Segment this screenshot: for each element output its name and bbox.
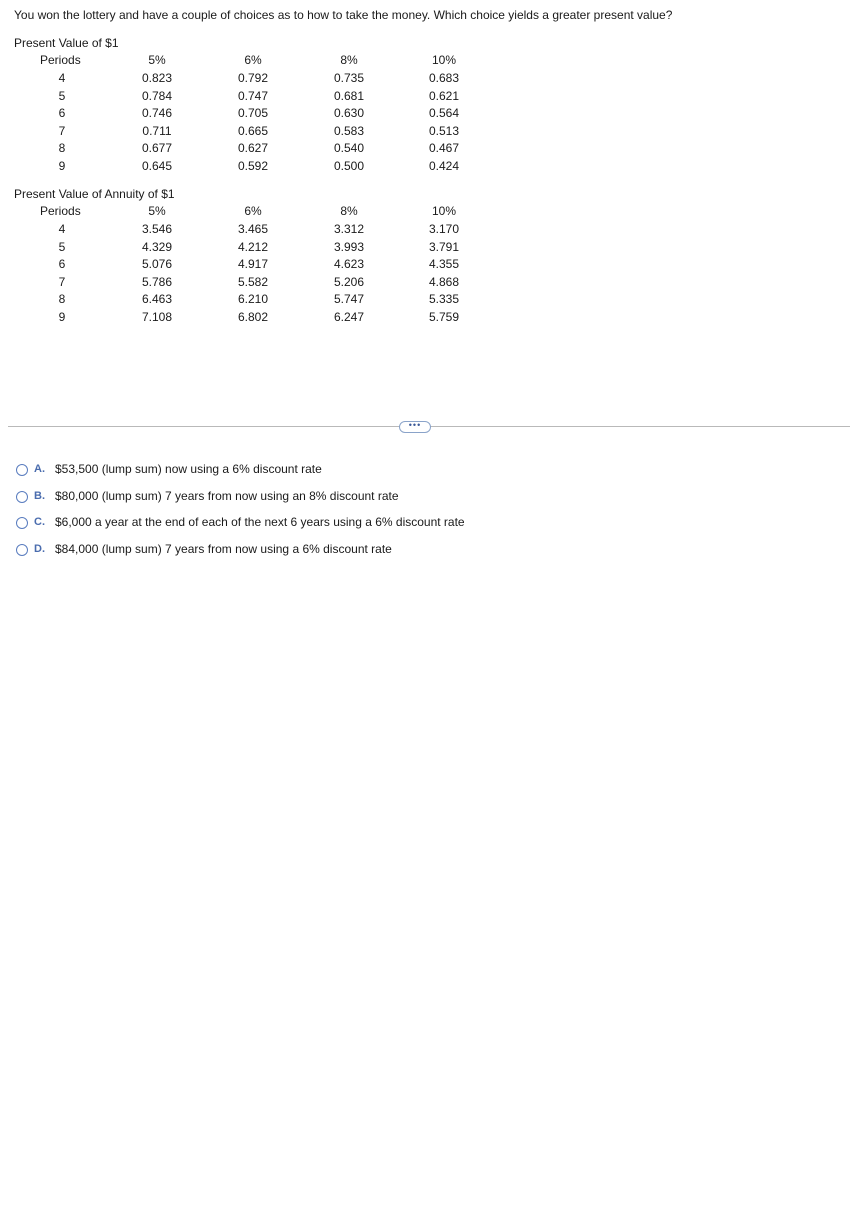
pv-periods-header: Periods xyxy=(40,53,81,67)
pv-value-cell: 0.735 xyxy=(333,71,365,85)
pv-value-cell: 0.467 xyxy=(428,141,460,155)
pva-rate-header: 6% xyxy=(244,204,262,218)
pva-value-cell: 4.355 xyxy=(428,257,460,271)
pv-period-cell: 6 xyxy=(58,106,66,120)
pva-value-cell: 5.076 xyxy=(141,257,173,271)
pv-rate-header: 6% xyxy=(244,53,262,67)
option-text: $53,500 (lump sum) now using a 6% discount rate xyxy=(55,462,322,476)
pva-rate-header: 5% xyxy=(148,204,166,218)
option-text: $80,000 (lump sum) 7 years from now using an 8% discount rate xyxy=(55,488,399,503)
pva-value-cell: 3.170 xyxy=(428,222,460,236)
pv-period-cell: 9 xyxy=(58,158,66,173)
pv-value-cell: 0.747 xyxy=(237,88,269,103)
pva-value-cell: 3.312 xyxy=(333,222,365,236)
pva-table xyxy=(14,187,494,327)
radio-icon[interactable] xyxy=(16,491,28,503)
pv-value-cell: 0.677 xyxy=(141,141,173,155)
pva-value-cell: 5.747 xyxy=(333,292,365,306)
pva-value-cell: 5.786 xyxy=(141,274,173,289)
pv-rate-header: 10% xyxy=(431,53,457,67)
pva-value-cell: 4.868 xyxy=(428,274,460,289)
pv-table-title: Present Value of $1 xyxy=(14,36,119,50)
pv-period-cell: 8 xyxy=(58,141,66,155)
option-d[interactable] xyxy=(16,542,465,569)
pva-value-cell: 5.759 xyxy=(428,309,460,324)
pva-value-cell: 6.210 xyxy=(237,292,269,306)
pva-periods-header: Periods xyxy=(40,204,81,218)
radio-icon[interactable] xyxy=(16,464,28,476)
pva-rate-header: 10% xyxy=(431,204,457,218)
pva-value-cell: 5.206 xyxy=(333,274,365,289)
pv-value-cell: 0.823 xyxy=(141,71,173,85)
pva-value-cell: 3.546 xyxy=(141,222,173,236)
pv-table xyxy=(14,36,494,176)
pva-period-cell: 4 xyxy=(58,222,66,236)
pv-value-cell: 0.627 xyxy=(237,141,269,155)
option-letter: B. xyxy=(34,489,45,502)
pva-value-cell: 6.802 xyxy=(237,309,269,324)
pv-value-cell: 0.681 xyxy=(333,88,365,103)
pv-rate-header: 8% xyxy=(340,53,358,67)
pv-value-cell: 0.665 xyxy=(237,123,269,138)
pv-value-cell: 0.621 xyxy=(428,88,460,103)
pva-table-title: Present Value of Annuity of $1 xyxy=(14,187,175,201)
option-text: $6,000 a year at the end of each of the next 6 years using a 6% discount rate xyxy=(55,515,465,529)
pva-value-cell: 4.623 xyxy=(333,257,365,271)
pv-period-cell: 7 xyxy=(58,123,66,138)
option-a[interactable] xyxy=(16,462,465,489)
pv-value-cell: 0.705 xyxy=(237,106,269,120)
pva-value-cell: 5.582 xyxy=(237,274,269,289)
pva-period-cell: 7 xyxy=(58,274,66,289)
pva-value-cell: 7.108 xyxy=(141,309,173,324)
pv-value-cell: 0.500 xyxy=(333,158,365,173)
pva-period-cell: 6 xyxy=(58,257,66,271)
pv-value-cell: 0.592 xyxy=(237,158,269,173)
radio-icon[interactable] xyxy=(16,517,28,529)
pva-period-cell: 5 xyxy=(58,239,66,254)
pv-period-cell: 5 xyxy=(58,88,66,103)
pv-value-cell: 0.630 xyxy=(333,106,365,120)
option-text: $84,000 (lump sum) 7 years from now using a 6% discount rate xyxy=(55,541,392,556)
pva-value-cell: 3.791 xyxy=(428,239,460,254)
option-letter: A. xyxy=(34,463,45,475)
pva-value-cell: 3.993 xyxy=(333,239,365,254)
pva-value-cell: 5.335 xyxy=(428,292,460,306)
pv-value-cell: 0.564 xyxy=(428,106,460,120)
pva-value-cell: 4.329 xyxy=(141,239,173,254)
pv-value-cell: 0.711 xyxy=(142,123,172,138)
pv-value-cell: 0.792 xyxy=(237,71,269,85)
pva-value-cell: 3.465 xyxy=(237,222,269,236)
option-c[interactable] xyxy=(16,515,465,542)
pva-value-cell: 6.247 xyxy=(333,309,365,324)
answer-options xyxy=(16,462,465,568)
pva-period-cell: 8 xyxy=(58,292,66,306)
option-letter: D. xyxy=(34,542,45,555)
question-text: You won the lottery and have a couple of choices as to how to take the money. Which choice yields a greater present value? xyxy=(14,8,673,22)
pv-value-cell: 0.784 xyxy=(141,88,173,103)
radio-icon[interactable] xyxy=(16,544,28,556)
pv-value-cell: 0.746 xyxy=(141,106,173,120)
pva-value-cell: 6.463 xyxy=(141,292,173,306)
pva-rate-header: 8% xyxy=(340,204,358,218)
pv-value-cell: 0.583 xyxy=(333,123,365,138)
pva-value-cell: 4.917 xyxy=(237,257,269,271)
option-letter: C. xyxy=(34,516,45,528)
pv-value-cell: 0.424 xyxy=(428,158,460,173)
pv-value-cell: 0.540 xyxy=(333,141,365,155)
section-divider xyxy=(8,420,850,434)
pva-period-cell: 9 xyxy=(58,309,66,324)
pv-rate-header: 5% xyxy=(148,53,166,67)
pv-period-cell: 4 xyxy=(58,71,66,85)
expand-more-button[interactable]: ••• xyxy=(399,421,431,433)
pva-value-cell: 4.212 xyxy=(237,239,269,254)
pv-value-cell: 0.513 xyxy=(428,123,460,138)
pv-value-cell: 0.645 xyxy=(141,158,173,173)
pv-value-cell: 0.683 xyxy=(428,71,460,85)
option-b[interactable] xyxy=(16,489,465,516)
